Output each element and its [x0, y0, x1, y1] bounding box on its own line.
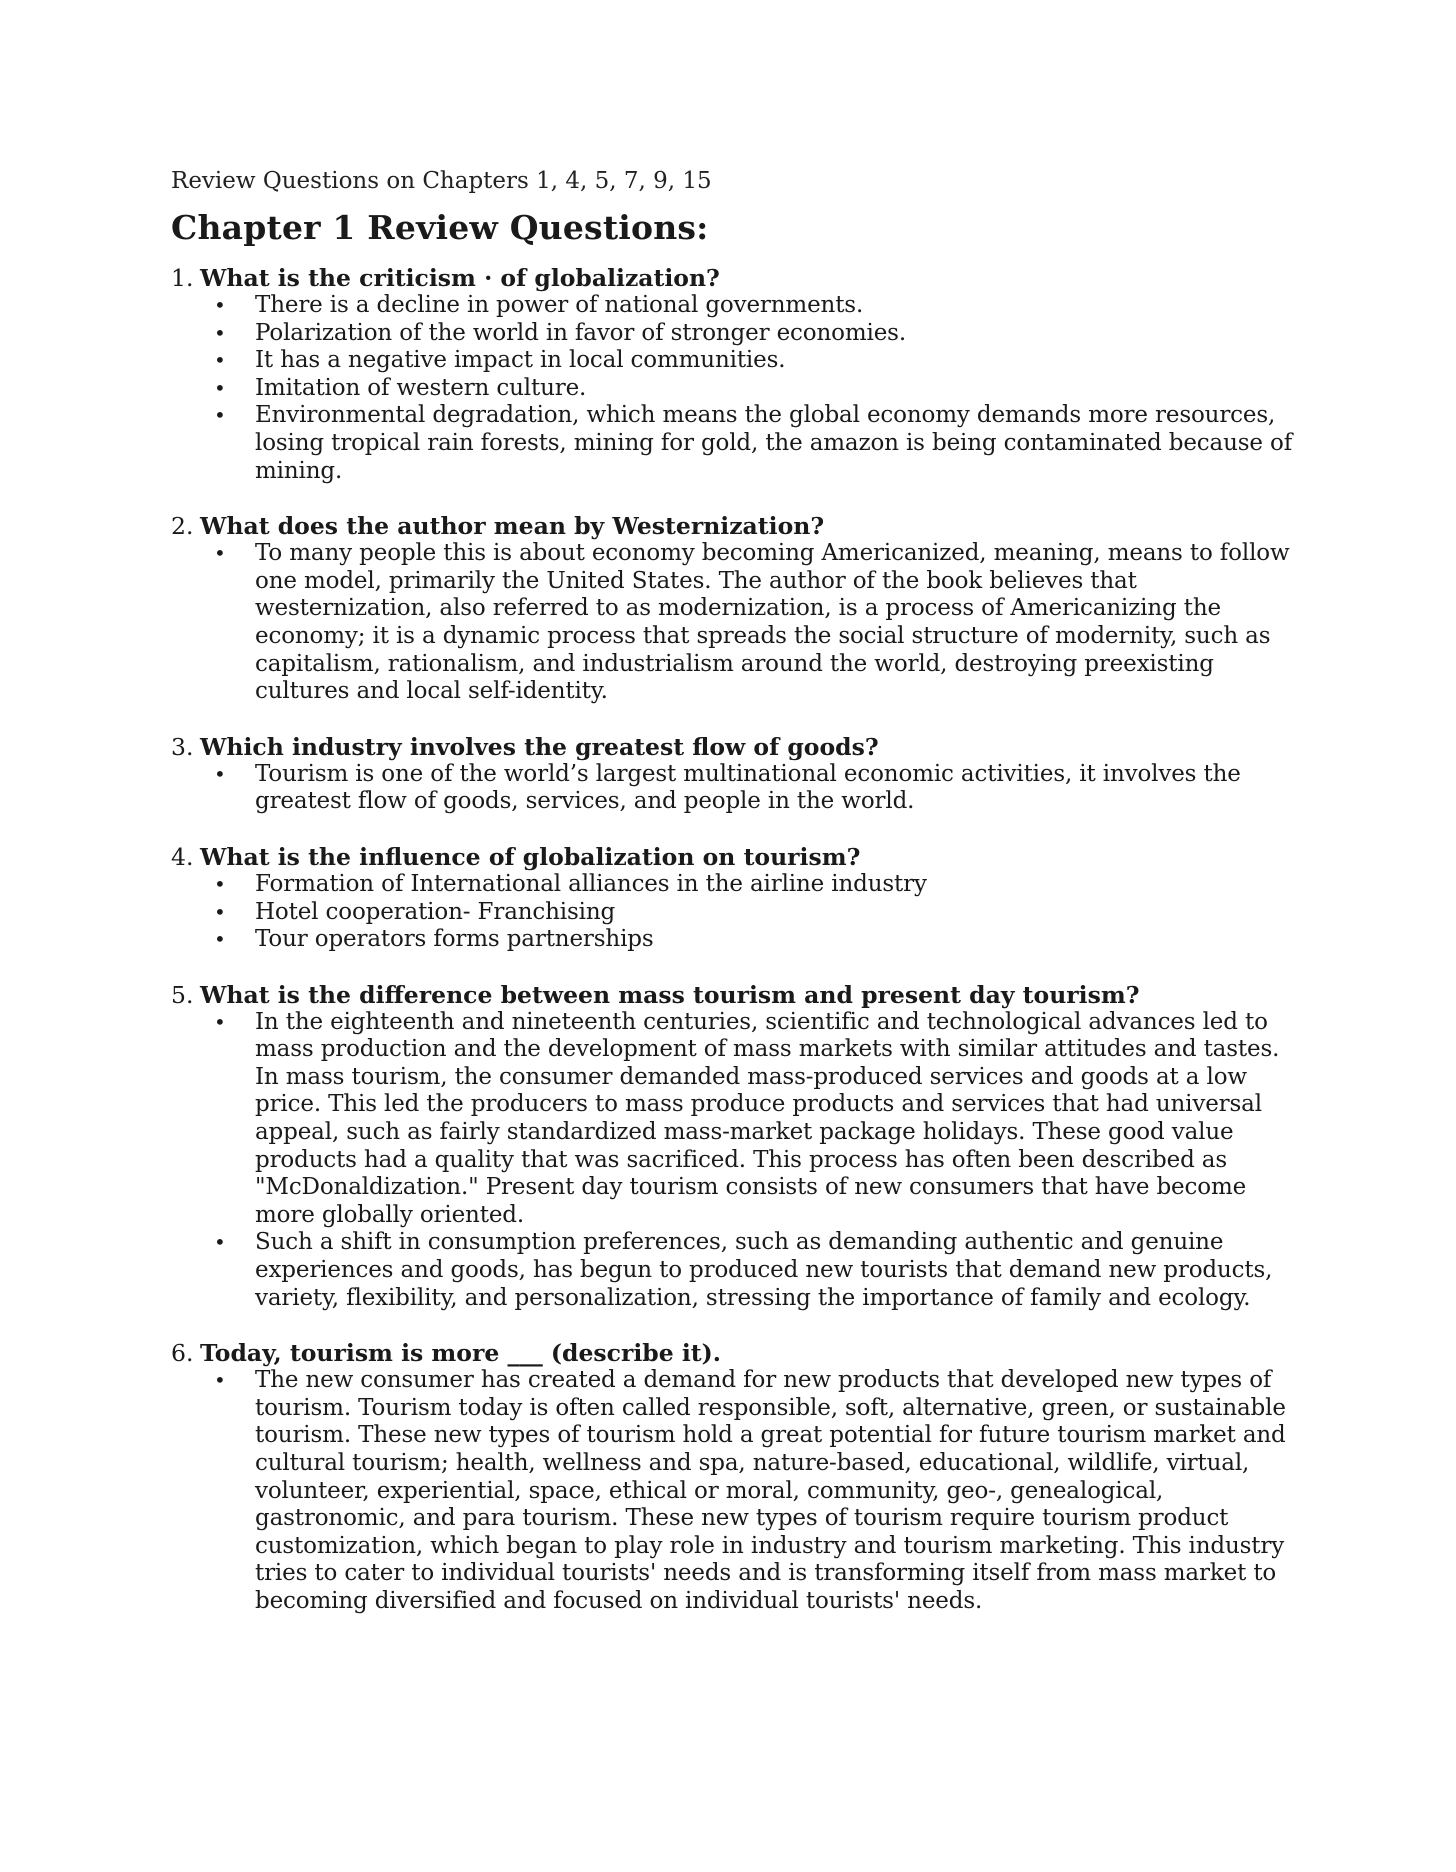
answer-list: [171, 1009, 1301, 1313]
question-block: [171, 733, 1301, 816]
answer-list: [171, 761, 1301, 816]
answer-text: Tourism is one of the world’s largest multinational economic activities, it involves the greatest flow of goods, services, and people in the world.: [255, 760, 1241, 815]
question-text: Today, tourism is more ___ (describe it).: [200, 1339, 721, 1368]
answer-text: It has a negative impact in local communities.: [255, 347, 786, 374]
bullet-icon: •: [214, 871, 226, 896]
chapter-title: Chapter 1 Review Questions:: [171, 208, 709, 247]
answer-item: [171, 871, 1301, 899]
bullet-icon: •: [214, 927, 226, 952]
question-heading: [171, 512, 1301, 540]
question-text: Which industry involves the greatest flow of goods?: [200, 732, 879, 761]
answer-item: [171, 375, 1301, 403]
question-number: 5.: [171, 980, 194, 1009]
answer-text: Tour operators forms partnerships: [255, 926, 654, 953]
question-number: 1.: [171, 264, 194, 292]
question-number: 2.: [171, 512, 194, 541]
answer-list: [171, 540, 1301, 706]
question-heading: [171, 264, 1301, 292]
question-number: 3.: [171, 732, 194, 761]
question-text: What does the author mean by Westernization?: [200, 512, 825, 541]
question-block: [171, 981, 1301, 1313]
answer-item: [171, 540, 1301, 706]
bullet-icon: •: [214, 1368, 226, 1393]
bullet-icon: •: [214, 899, 226, 924]
bullet-icon: •: [214, 541, 226, 566]
question-number: 4.: [171, 842, 194, 871]
answer-item: [171, 347, 1301, 375]
question-heading: [171, 1339, 1301, 1367]
answer-text: Hotel cooperation- Franchising: [255, 898, 616, 925]
answer-text: The new consumer has created a demand for new products that developed new types of tourism. Tourism today is often called responsible, soft, alternative, green, or sustainable tourism. These new types of tourism hold a great potential for future tourism market and cultural tourism; health, wellness and spa, nature-based, educational, wildlife, virtual, volunteer, experiential, space, ethical or moral, community, geo-, genealogical, gastronomic, and para tourism. These new types of tourism require tourism product customization, which began to play role in industry and tourism marketing. This industry tries to cater to individual tourists' needs and is transforming itself from mass market to becoming diversified and focused on individual tourists' needs.: [255, 1367, 1286, 1614]
answer-item: [171, 292, 1301, 320]
question-block: [171, 264, 1301, 485]
answer-item: [171, 1229, 1301, 1312]
answer-item: [171, 1009, 1301, 1230]
question-heading: [171, 733, 1301, 761]
bullet-icon: •: [214, 348, 226, 373]
answer-item: [171, 320, 1301, 348]
document-page: [171, 166, 1301, 1643]
answer-text: Imitation of western culture.: [255, 374, 587, 401]
answer-text: To many people this is about economy becoming Americanized, meaning, means to follow one model, primarily the United States. The author of the book believes that westernization, also referred to as modernization, is a process of Americanizing the economy; it is a dynamic process that spreads the social structure of modernity, such as capitalism, rationalism, and industrialism around the world, destroying preexisting cultures and local self-identity.: [255, 540, 1290, 705]
document-subtitle: Review Questions on Chapters 1, 4, 5, 7, 9, 15: [171, 168, 712, 194]
answer-item: [171, 926, 1301, 954]
bullet-icon: •: [214, 761, 226, 786]
answer-item: [171, 761, 1301, 816]
bullet-icon: •: [214, 320, 226, 345]
answer-text: Such a shift in consumption preferences, such as demanding authentic and genuine experiences and goods, has begun to produced new tourists that demand new products, variety, flexibility, and personalization, stressing the importance of family and ecology.: [255, 1229, 1273, 1311]
answer-text: There is a decline in power of national governments.: [255, 292, 864, 318]
question-list: [171, 264, 1301, 1616]
answer-list: [171, 1367, 1301, 1615]
bullet-icon: •: [214, 403, 226, 428]
question-block: [171, 1339, 1301, 1615]
answer-text: Environmental degradation, which means the global economy demands more resources, losing tropical rain forests, mining for gold, the amazon is being contaminated because of mining.: [255, 402, 1293, 484]
bullet-icon: •: [214, 1009, 226, 1034]
question-block: [171, 843, 1301, 954]
answer-item: [171, 402, 1301, 485]
answer-list: [171, 292, 1301, 485]
question-heading: [171, 843, 1301, 871]
answer-list: [171, 871, 1301, 954]
question-text: What is the influence of globalization on tourism?: [200, 842, 861, 871]
question-text: What is the criticism · of globalization?: [200, 264, 720, 292]
answer-item: [171, 899, 1301, 927]
question-heading: [171, 981, 1301, 1009]
question-number: 6.: [171, 1339, 194, 1368]
answer-text: Formation of International alliances in the airline industry: [255, 870, 927, 897]
bullet-icon: •: [214, 293, 226, 317]
question-block: [171, 512, 1301, 706]
bullet-icon: •: [214, 375, 226, 400]
bullet-icon: •: [214, 1230, 226, 1255]
answer-text: In the eighteenth and nineteenth centuries, scientific and technological advances led to mass production and the development of mass markets with similar attitudes and tastes. In mass tourism, the consumer demanded mass-produced services and goods at a low price. This led the producers to mass produce products and services that had universal appeal, such as fairly standardized mass-market package holidays. These good value products had a quality that was sacrificed. This process has often been described as "McDonaldization." Present day tourism consists of new consumers that have become more globally oriented.: [255, 1008, 1280, 1228]
answer-item: [171, 1367, 1301, 1615]
question-text: What is the difference between mass tourism and present day tourism?: [200, 980, 1140, 1009]
answer-text: Polarization of the world in favor of stronger economies.: [255, 319, 906, 346]
